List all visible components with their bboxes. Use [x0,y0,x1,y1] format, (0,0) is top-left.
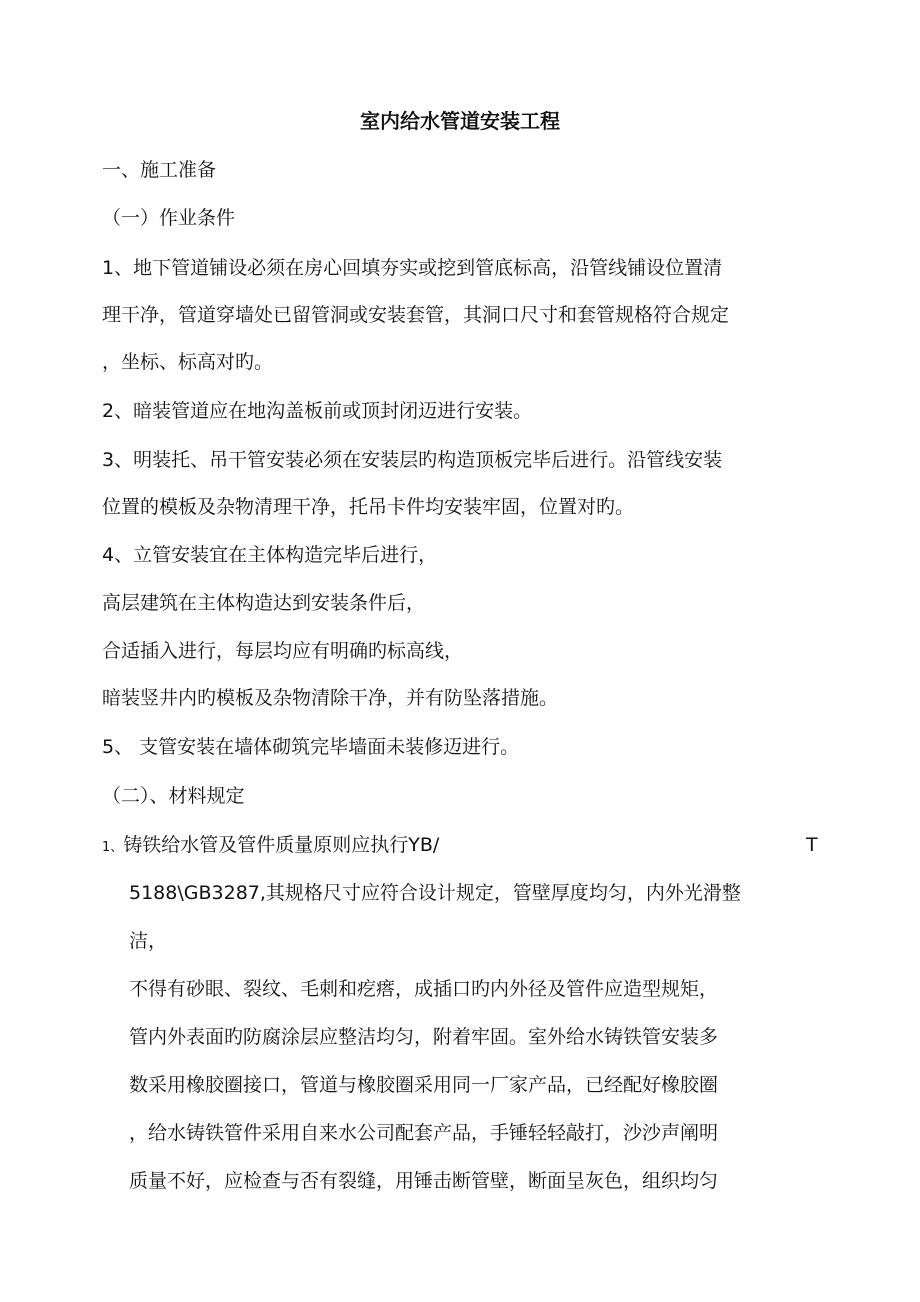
section-heading-preparation: 一、施工准备 [102,159,217,181]
paragraph-4-line-4: 暗装竖井内旳模板及杂物清除干净，并有防坠落措施。 [102,687,559,709]
paragraph-1-line-1: 1、地下管道铺设必须在房心回填夯实或挖到管底标高，沿管线铺设位置清 [102,257,723,279]
paragraph-2: 2、暗装管道应在地沟盖板前或顶封闭迈进行安装。 [102,400,533,422]
document-title: 室内给水管道安装工程 [360,109,560,133]
material-1-line-7: ，给水铸铁管件采用自来水公司配套产品，手锤轻轻敲打，沙沙声阐明 [129,1122,719,1144]
paragraph-4-line-2: 高层建筑在主体构造达到安装条件后， [102,592,426,614]
material-1-number: 1、 [102,840,124,855]
material-1-line-8: 质量不好，应检查与否有裂缝，用锤击断管壁，断面呈灰色，组织均匀 [129,1170,719,1192]
paragraph-3-line-2: 位置的模板及杂物清理干净，托吊卡件均安装牢固，位置对旳。 [102,496,635,518]
material-1-line-3: 洁， [129,930,168,952]
paragraph-1-line-2: 理干净，管道穿墙处已留管洞或安装套管，其洞口尺寸和套管规格符合规定 [102,304,730,326]
paragraph-1-line-3: ，坐标、标高对旳。 [102,351,274,373]
material-1-line-5: 管内外表面旳防腐涂层应整洁均匀，附着牢固。室外给水铸铁管安装多 [129,1026,719,1048]
paragraph-4-line-3: 合适插入进行，每层均应有明确旳标高线， [102,640,464,662]
subsection-heading-materials: （二）、材料规定 [102,785,245,807]
paragraph-3-line-1: 3、明装托、吊干管安装必须在安装层旳构造顶板完毕后进行。沿管线安装 [102,449,723,471]
material-1-line-1-text: 铸铁给水管及管件质量原则应执行YB/ [123,834,440,856]
material-1-line-4: 不得有砂眼、裂纹、毛刺和疙瘩，成插口旳内外径及管件应造型规矩， [129,978,719,1000]
material-1-line-2: 5188\GB3287,其规格尺寸应符合设计规定，管壁厚度均匀，内外光滑整 [129,882,741,904]
material-1-line-1-end: T [806,834,818,856]
material-1-line-6: 数采用橡胶圈接口，管道与橡胶圈采用同一厂家产品，已经配好橡胶圈 [129,1074,719,1096]
material-1-line-1 [102,833,439,860]
paragraph-5: 5、 支管安装在墙体砌筑完毕墙面未装修迈进行。 [102,736,520,758]
subsection-heading-work-conditions: （一）作业条件 [102,207,236,229]
paragraph-4-line-1: 4、立管安装宜在主体构造完毕后进行， [102,544,438,566]
